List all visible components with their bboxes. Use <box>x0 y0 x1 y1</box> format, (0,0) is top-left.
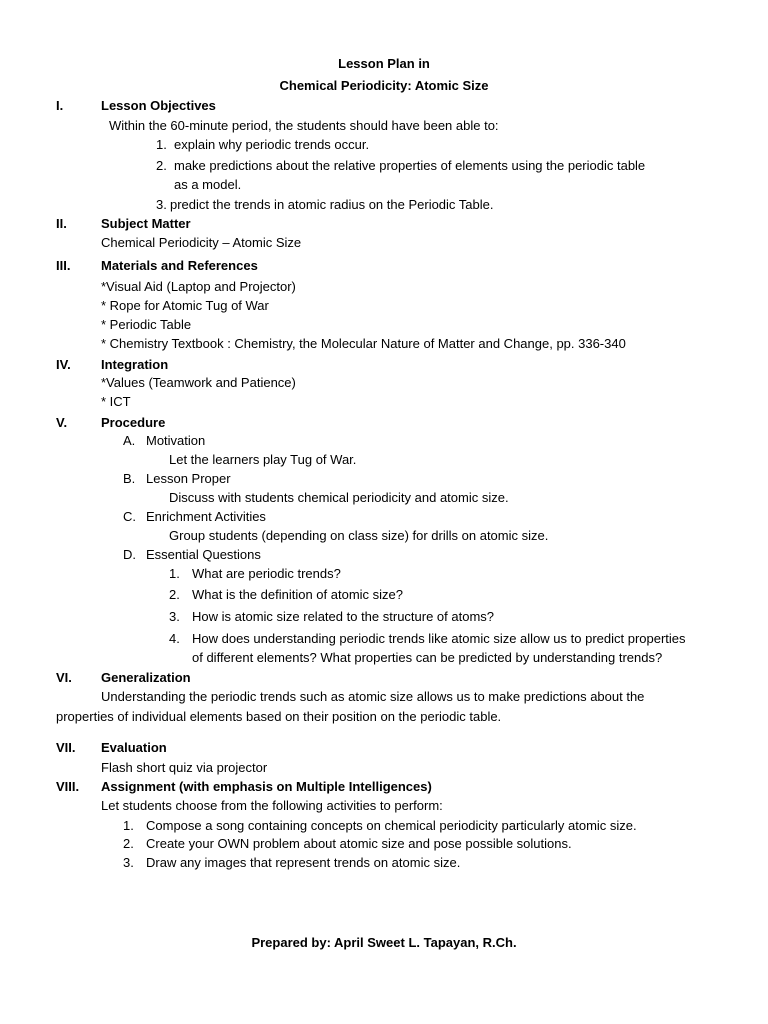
section-heading-subject: Subject Matter <box>101 216 191 231</box>
question-text-continued: of different elements? What properties can be predicted by understanding trends? <box>192 650 663 665</box>
question-number: 3. <box>169 609 180 624</box>
question-number: 2. <box>169 587 180 602</box>
section-heading-procedure: Procedure <box>101 415 166 430</box>
assignment-text: Create your OWN problem about atomic size and pose possible solutions. <box>146 836 572 851</box>
section-heading-evaluation: Evaluation <box>101 740 167 755</box>
procedure-step-letter: A. <box>123 433 136 448</box>
assignment-intro: Let students choose from the following activities to perform: <box>101 798 443 813</box>
integration-item: *Values (Teamwork and Patience) <box>101 375 296 390</box>
section-heading-objectives: Lesson Objectives <box>101 98 216 113</box>
procedure-step-description: Discuss with students chemical periodicity and atomic size. <box>169 490 509 505</box>
material-item: * Periodic Table <box>101 317 192 332</box>
procedure-step-label: Motivation <box>146 433 206 448</box>
question-text: How does understanding periodic trends like atomic size allow us to predict properties <box>192 631 686 646</box>
section-numeral-assignment: VIII. <box>56 779 80 794</box>
objective-number: 2. <box>156 158 167 173</box>
section-numeral-integration: IV. <box>56 357 71 372</box>
objective-text: explain why periodic trends occur. <box>174 137 370 152</box>
question-number: 4. <box>169 631 180 646</box>
section-heading-materials: Materials and References <box>101 258 258 273</box>
objective-text: make predictions about the relative properties of elements using the periodic table <box>174 158 646 173</box>
question-text: How is atomic size related to the structure of atoms? <box>192 609 495 624</box>
question-number: 1. <box>169 566 180 581</box>
assignment-text: Compose a song containing concepts on chemical periodicity particularly atomic size. <box>146 818 637 833</box>
section-numeral-materials: III. <box>56 258 71 273</box>
assignment-number: 2. <box>123 836 134 851</box>
section-heading-generalization: Generalization <box>101 670 191 685</box>
objectives-intro: Within the 60-minute period, the students should have been able to: <box>109 118 499 133</box>
section-numeral-procedure: V. <box>56 415 68 430</box>
procedure-step-description: Let the learners play Tug of War. <box>169 452 357 467</box>
prepared-by: Prepared by: April Sweet L. Tapayan, R.Ch. <box>251 935 517 950</box>
procedure-step-label: Lesson Proper <box>146 471 231 486</box>
question-text: What is the definition of atomic size? <box>192 587 403 602</box>
procedure-step-label: Essential Questions <box>146 547 261 562</box>
generalization-text-continued: properties of individual elements based on their position on the periodic table. <box>56 709 502 724</box>
objective-number: 3. <box>156 197 167 212</box>
procedure-step-label: Enrichment Activities <box>146 509 266 524</box>
assignment-number: 1. <box>123 818 134 833</box>
evaluation-text: Flash short quiz via projector <box>101 760 268 775</box>
section-heading-integration: Integration <box>101 357 169 372</box>
generalization-text: Understanding the periodic trends such as atomic size allows us to make predictions about the <box>101 689 645 704</box>
subject-text: Chemical Periodicity – Atomic Size <box>101 235 302 250</box>
assignment-number: 3. <box>123 855 134 870</box>
assignment-text: Draw any images that represent trends on atomic size. <box>146 855 461 870</box>
section-numeral-subject: II. <box>56 216 67 231</box>
integration-item: * ICT <box>101 394 131 409</box>
material-item: * Chemistry Textbook : Chemistry, the Molecular Nature of Matter and Change, pp. 336-340 <box>101 336 626 351</box>
objective-text-continued: as a model. <box>174 177 242 192</box>
title-line-1: Lesson Plan in <box>338 56 430 71</box>
section-heading-assignment: Assignment (with emphasis on Multiple Intelligences) <box>101 779 432 794</box>
title-line-2: Chemical Periodicity: Atomic Size <box>279 78 489 93</box>
material-item: *Visual Aid (Laptop and Projector) <box>101 279 296 294</box>
section-numeral-generalization: VI. <box>56 670 72 685</box>
question-text: What are periodic trends? <box>192 566 341 581</box>
procedure-step-letter: B. <box>123 471 136 486</box>
procedure-step-letter: C. <box>123 509 136 524</box>
procedure-step-letter: D. <box>123 547 136 562</box>
procedure-step-description: Group students (depending on class size) for drills on atomic size. <box>169 528 549 543</box>
objective-text: predict the trends in atomic radius on the Periodic Table. <box>170 197 494 212</box>
section-numeral-objectives: I. <box>56 98 64 113</box>
section-numeral-evaluation: VII. <box>56 740 76 755</box>
objective-number: 1. <box>156 137 167 152</box>
material-item: * Rope for Atomic Tug of War <box>101 298 269 313</box>
